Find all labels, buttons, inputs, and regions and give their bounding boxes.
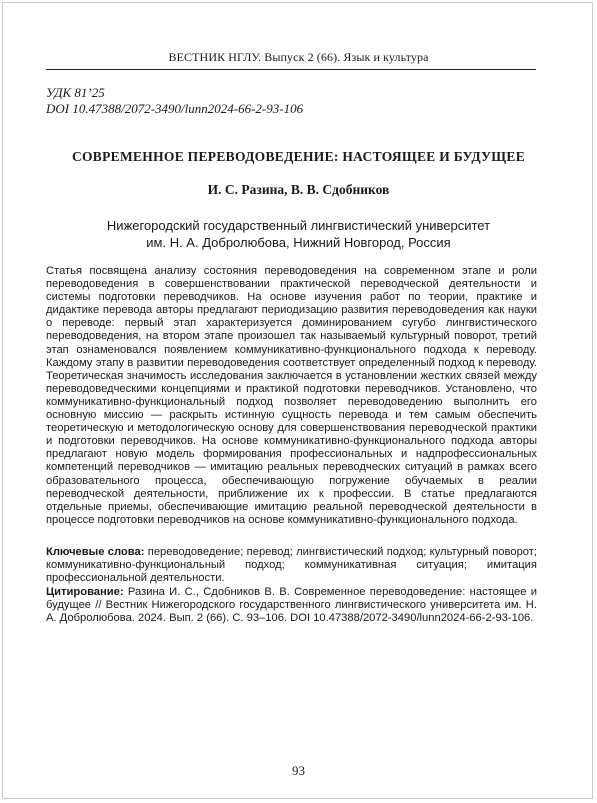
doi: DOI 10.47388/2072-3490/lunn2024-66-2-93-106 <box>46 101 304 116</box>
affiliation-line-2: им. Н. А. Добролюбова, Нижний Новгород, Россия <box>146 235 451 250</box>
udk-code: УДК 81’25 <box>46 85 105 100</box>
keywords-label: Ключевые слова: <box>46 546 145 558</box>
header-rule <box>46 69 536 70</box>
article-title: СОВРЕМЕННОЕ ПЕРЕВОДОВЕДЕНИЕ: НАСТОЯЩЕЕ И БУДУЩЕЕ <box>71 149 526 164</box>
abstract <box>46 265 537 527</box>
citation-text: Разина И. С., Сдобников В. В. Современное переводоведение: настоящее и будущее // Вестник Нижегородского государственного лингвистического университета им. Н. А. Добролюбова. 2024. Вып. 2 (66). С. 93–106. DOI 10.47388/2072-3490/lunn2024-66-2-93-106. <box>46 586 538 625</box>
keywords-text: переводоведение; перевод; лингвистический подход; культурный поворот; коммуникативно-функциональный подход; коммуникативная ситуация; имитация профессиональной деятельности. <box>46 546 537 585</box>
affiliation-line-1: Нижегородский государственный лингвистический университет <box>106 218 491 233</box>
keywords <box>46 546 537 585</box>
running-head: ВЕСТНИК НГЛУ. Выпуск 2 (66). Язык и культура <box>168 50 429 64</box>
article-meta <box>46 85 303 117</box>
article-authors: И. С. Разина, В. В. Сдобников <box>207 182 390 197</box>
affiliation <box>0 217 597 251</box>
citation-label: Цитирование: <box>46 586 124 598</box>
citation <box>46 586 537 625</box>
page-number: 93 <box>292 763 305 778</box>
abstract-text: Статья посвящена анализу состояния переводоведения на современном этапе и роли переводоведения в совершенствовании практической переводческой деятельности и системы подготовки переводчиков. На основе изучения работ по теории, практике и дидактике перевода авторы предлагают периодизацию развития переводоведения как науки о переводе: первый этап характеризуется доминированием сугубо лингвистического переводоведения, на втором этапе произошел так называемый культурный поворот, третий этап ознаменовался появлением коммуникативно-функционального подхода к переводу. Каждому этапу в развитии переводоведения соответствует определенный подход к переводу. Теоретическая значимость исследования заключается в установлении жестких связей между переводоведческими концепциями и практикой подготовки переводчиков. Установлено, что коммуникативно-функциональный подход позволяет переводоведению выполнить его основную миссию — раскрыть истинную сущность перевода и тем самым обеспечить теоретическую и методологическую основу для совершенствования переводческой практики и подготовки переводчиков. На основе коммуникативно-функционального подхода авторы предлагают новую модель формирования профессиональных и надпрофессиональных компетенций переводчиков — имитацию реальных переводческих ситуаций в рамках всего образовательного процесса, обеспечивающую погружение обучаемых в реалии переводческой деятельности, приближение их к профессии. В статье предлагаются отдельные приемы, обеспечивающие имитацию реальной переводческой деятельности в процессе подготовки переводчиков на основе коммуникативно-функционального подхода. <box>46 265 537 526</box>
